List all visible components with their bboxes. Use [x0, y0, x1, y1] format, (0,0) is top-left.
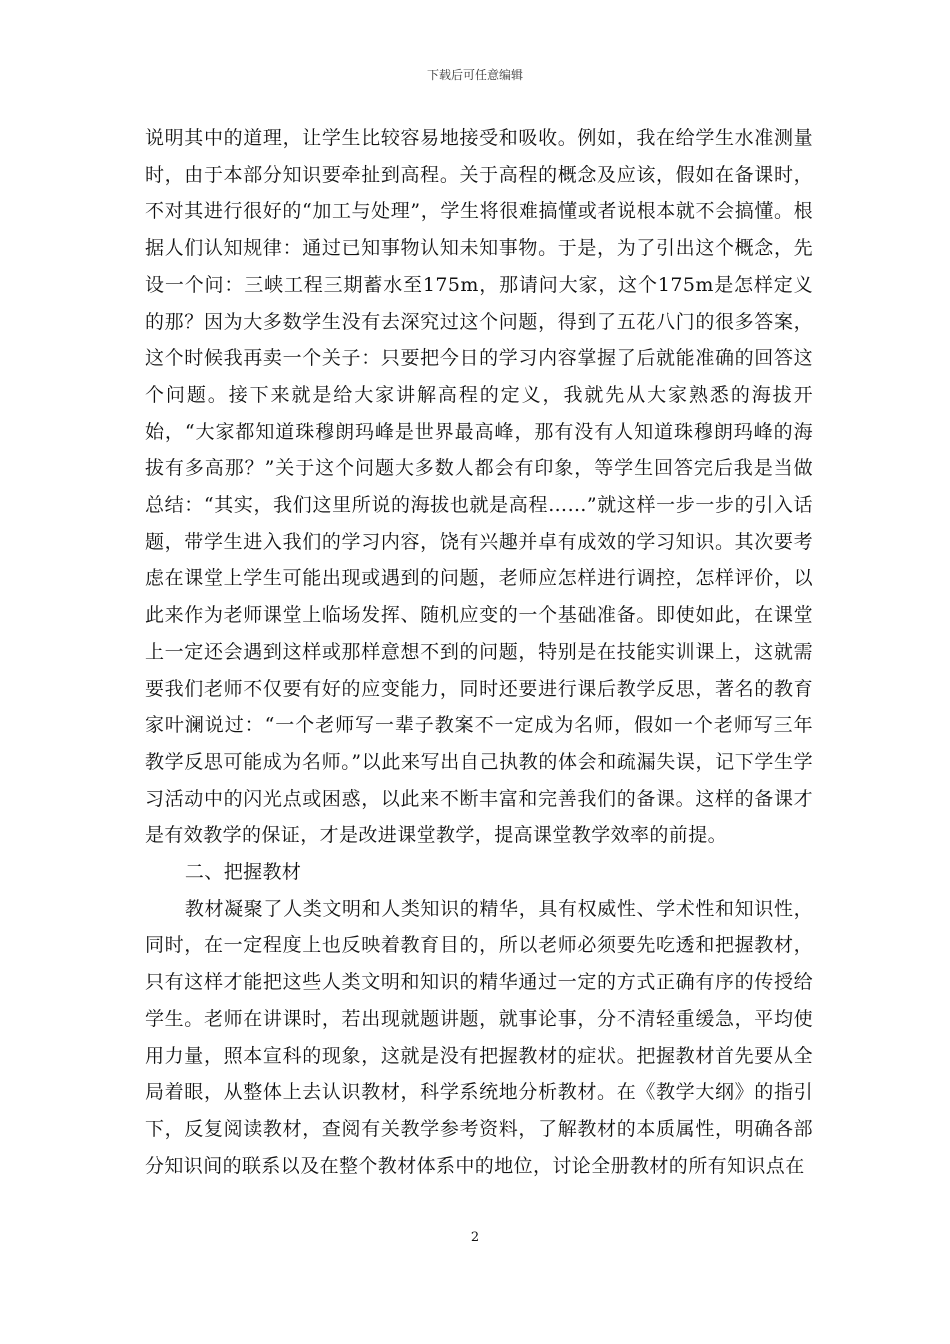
body-paragraph: 说明其中的道理，让学生比较容易地接受和吸收。例如，我在给学生水准测量时，由于本部分知识要牵扯到高程。关于高程的概念及应该，假如在备课时，不对其进行很好的“加工与处理”，学生将很难搞懂或者说根本就不会搞懂。根据人们认知规律：通过已知事物认知未知事物。于是，为了引出这个概念，先设一个问：三峡工程三期蓄水至175m，那请问大家，这个175m是怎样定义的那？因为大多数学生没有去深究过这个问题，得到了五花八门的很多答案，这个时候我再卖一个关子：只要把今日的学习内容掌握了后就能准确的回答这个问题。接下来就是给大家讲解高程的定义，我就先从大家熟悉的海拔开始，“大家都知道珠穆朗玛峰是世界最高峰，那有没有人知道珠穆朗玛峰的海拔有多高那？”关于这个问题大多数人都会有印象，等学生回答完后我是当做总结：“其实，我们这里所说的海拔也就是高程……”就这样一步一步的引入话题，带学生进入我们的学习内容，饶有兴趣并卓有成效的学习知识。其次要考虑在课堂上学生可能出现或遇到的问题，老师应怎样进行调控，怎样评价，以此来作为老师课堂上临场发挥、随机应变的一个基础准备。即使如此，在课堂上一定还会遇到这样或那样意想不到的问题，特别是在技能实训课上，这就需要我们老师不仅要有好的应变能力，同时还要进行课后教学反思，著名的教育家叶澜说过：“一个老师写一辈子教案不一定成为名师，假如一个老师写三年教学反思可能成为名师。”以此来写出自己执教的体会和疏漏失误，记下学生学习活动中的闪光点或困惑，以此来不断丰富和完善我们的备课。这样的备课才是有效教学的保证，才是改进课堂教学，提高课堂教学效率的前提。: [145, 127, 813, 847]
page-number: 2: [470, 1230, 480, 1245]
page-header: 下载后可任意编辑: [426, 68, 523, 82]
body-paragraph: 教材凝聚了人类文明和人类知识的精华，具有权威性、学术性和知识性，同时，在一定程度上也反映着教育目的，所以老师必须要先吃透和把握教材，只有这样才能把这些人类文明和知识的精华通过一定的方式正确有序的传授给学生。老师在讲课时，若出现就题讲题，就事论事，分不清轻重缓急，平均使用力量，照本宣科的现象，这就是没有把握教材的症状。把握教材首先要从全局着眼，从整体上去认识教材，科学系统地分析教材。在《教学大纲》的指引下，反复阅读教材，查阅有关教学参考资料，了解教材的本质属性，明确各部分知识间的联系以及在整个教材体系中的地位，讨论全册教材的所有知识点在: [145, 897, 813, 1177]
document-body: [145, 120, 813, 1184]
section-heading: 二、把握教材: [184, 861, 302, 884]
